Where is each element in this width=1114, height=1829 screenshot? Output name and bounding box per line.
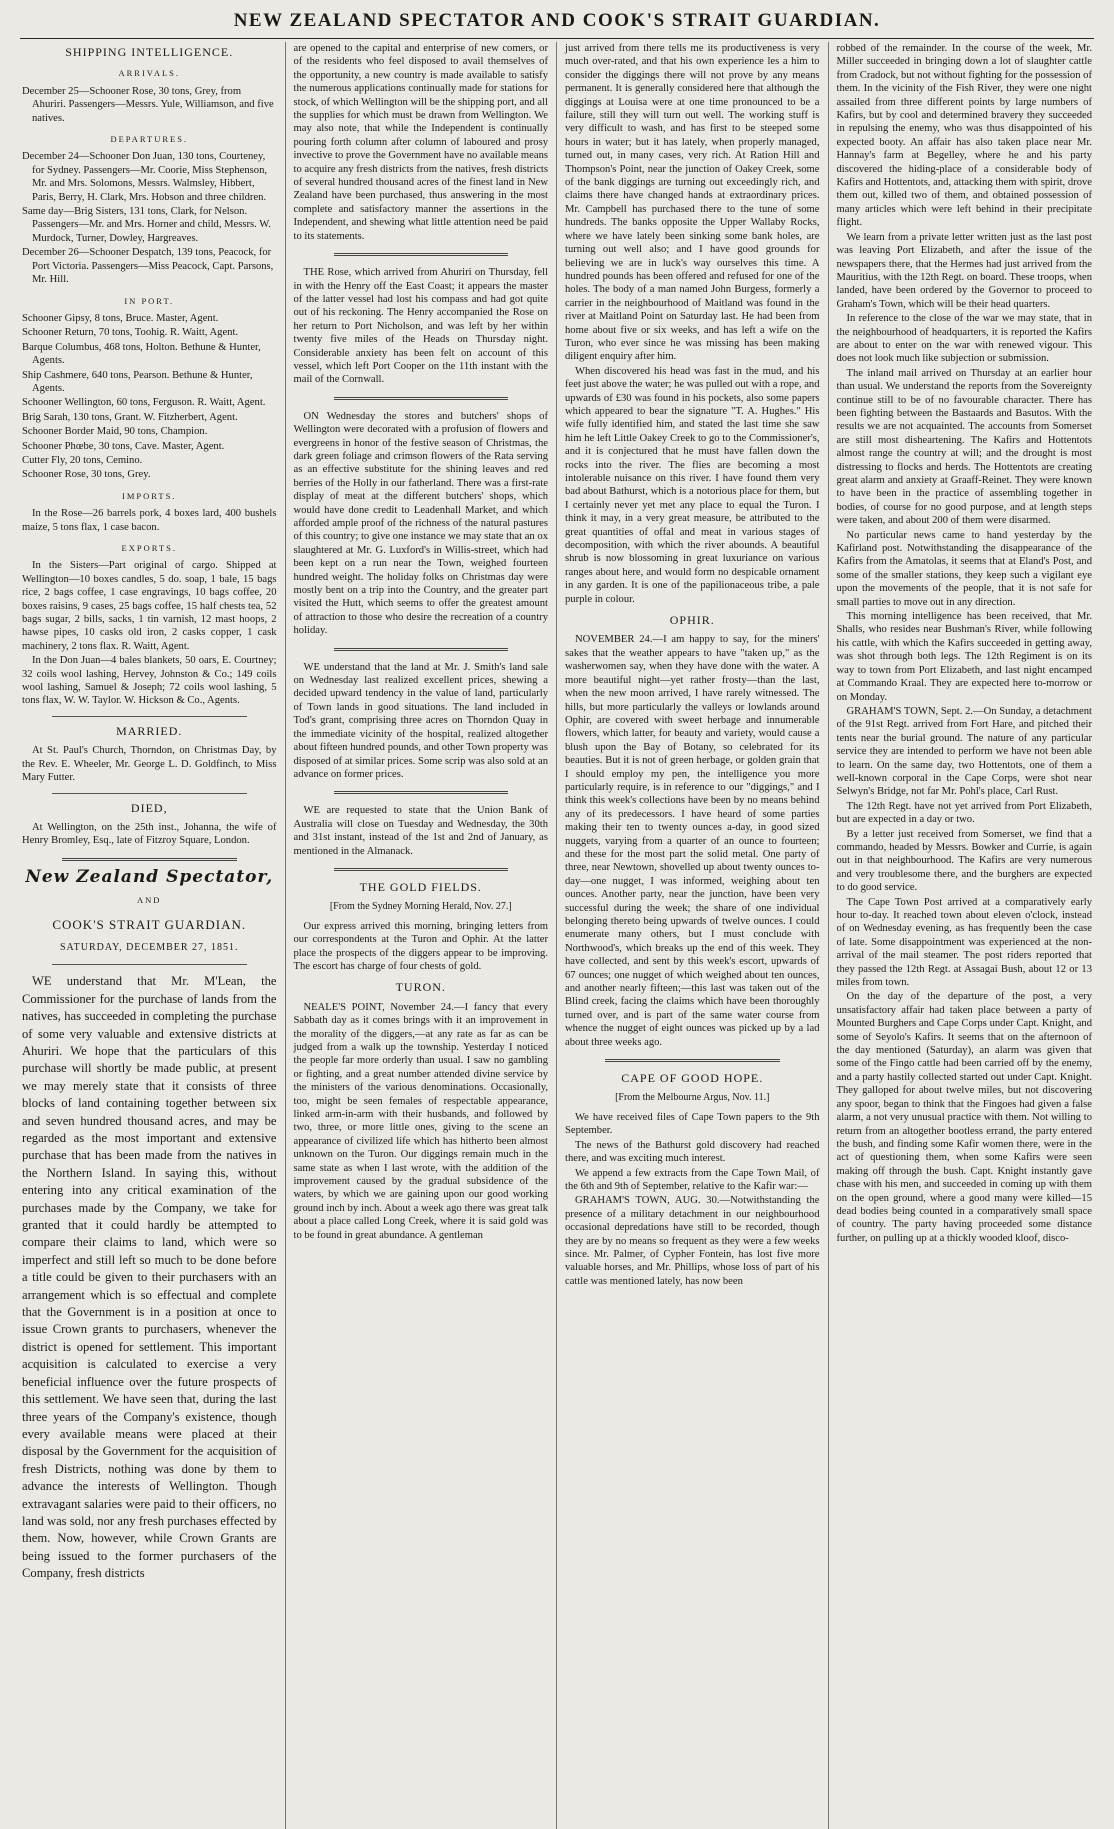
turon-heading: TURON. [395, 980, 446, 995]
column-2 [286, 42, 558, 1829]
issue-date: SATURDAY, DECEMBER 27, 1851. [59, 941, 239, 953]
article-text: By a letter just received from Somerset, we find that a commando, headed by Messrs. Bowker and Currie, is again out in that neighbourhood. The Kafirs are very numerous and very troublesome there, and the burghers are expected to do good service. [836, 828, 1092, 894]
married-text: At St. Paul's Church, Thorndon, on Christmas Day, by the Rev. E. Wheeler, Mr. George L. D. Goldfinch, to Miss Mary Futter. [22, 745, 277, 784]
nameplate-guardian: COOK'S STRAIT GUARDIAN. [52, 916, 247, 932]
exports-heading: EXPORTS. [121, 543, 177, 553]
article-text: ON Wednesday the stores and butchers' shops of Wellington were decorated with a profusion of flowers and evergreens in honor of the festive season of Christmas, the dark green foliage and crimson flowers of the Rata serving as an effective substitute for the shining leaves and red berries of the Holly in our fatherland. There was a first-rate display of meat at the different butchers' shops, which would have done credit to Leadenhall Market, and which afforded ample proof of the richness of the natural pastures of this country; to give one instance we may state that an ox slaughtered at Mr. G. Luxford's in Willis-street, which had been kept on a run near the Town, weighed fourteen hundred weight. The holiday folks on Christmas day were mostly bent on a trip into the Country, and the greater part visited the Hutt, which seems to offer the greatest amount of attraction to those who desire the recreation of a country holiday. [293, 410, 548, 637]
article-text: We have received files of Cape Town papers to the 9th September. [565, 1111, 820, 1137]
article-text: WE understand that the land at Mr. J. Smith's land sale on Wednesday last realized excellent prices, shewing a decided upward tendency in the value of land, particularly of Town lands in good situations. The land included in Tod's grant, comprising three acres on Thorndon Quay in the immediate vicinity of the hospital, realized altogether about fifteen hundred pounds, and other Town property was disposed of at similar prices. Some scrip was also sold at an advance on former prices. [293, 661, 548, 780]
nameplate-title: New Zealand Spectator, [25, 866, 274, 887]
gold-fields-heading: THE GOLD FIELDS. [359, 879, 482, 894]
in-port-entry: Brig Sarah, 130 tons, Grant. W. Fitzherbert, Agent. [22, 411, 238, 423]
in-port-entry: Schooner Rose, 30 tons, Grey. [22, 469, 151, 481]
divider [605, 1059, 780, 1062]
article-text: The 12th Regt. have not yet arrived from Port Elizabeth, but are expected in a day or two. [836, 800, 1092, 826]
article-text: robbed of the remainder. In the course of the week, Mr. Miller succeeded in bringing down a lot of slaughter cattle from Cradock, but not without fighting for the possession of them. In the vicinity of the Fish River, they were one night assailed from three different points by large numbers of Kafirs, but by cool and determined bravery they succeeded in repulsing the enemy, who was thus disappointed of his expected booty. An affair has also taken place near Mr. Hannay's farm at Begelley, where he and his party discovered the hiding-place of a considerable body of Kafirs and Hottentots, and, attacking them with spirit, drove them out, killed two of them, and obtained possession of many articles which were left behind in their precipitate flight. [836, 43, 1092, 229]
article-text: In reference to the close of the war we may state, that in the neighbourhood of headquarters, it is reported the Kafirs are about to enter on the war with renewed vigour. This does not look much like subjection or submission. [836, 313, 1092, 365]
in-port-heading: IN PORT. [124, 295, 175, 306]
article-text: GRAHAM'S TOWN, AUG. 30.—Notwithstanding the presence of a military detachment in our neighbourhood occasional depredations have still to be recorded, though they are by no means so frequent as they were a few weeks since. Mr. Palmer, of Cypher Fontein, has lost five more valuable horses, and Mr. Phillips, whose loss of part of his cattle was mentioned lately, has now been [565, 1195, 820, 1287]
paper-nameplate [22, 866, 277, 932]
article-text: The Cape Town Post arrived at a comparatively early hour to-day. It reached town about eleven o'clock, instead of on Wednesday evening, as has frequently been the case of late. Some disappointment was experienced at the non-arrival of the mail steamer. The post riders reported that they passed the 12th Regt. at Assagai Bush, about 12 or 13 miles from town. [836, 896, 1092, 989]
source-line: [From the Melbourne Argus, Nov. 11.] [615, 1092, 770, 1104]
cape-heading: CAPE OF GOOD HOPE. [621, 1071, 764, 1086]
nameplate-and: AND [137, 895, 162, 906]
shipping-heading: SHIPPING INTELLIGENCE. [65, 45, 234, 59]
article-text: NOVEMBER 24.—I am happy to say, for the miners' sakes that the weather appears to have "taken up," as the washerwomen say, when they have done with the water. A more beautiful night—yet rather frosty—than the last, when the new moon arrived, I have rarely witnessed. The hills, but more particularly the valleys or lowlands around Ophir, are covered with sweet herbage and innumerable flowers, which latter, for beauty and variety, would cause a blush upon the Bay of Botany, so celebrated for its beauties. But it is not of green herbage, or golden grain that I should employ my pen, the intelligence you more particularly require, is in reference to our "diggings," and I think this week's collections have been by no means behind any of its predecessors. I have heard of some parties making their ten to twenty ounces a-day, in good sized nuggets, varying from a quarter of an ounce to fourteen; and these for the most part the solid metal. One party of three, near Newtown, shovelled up about twenty ounces to-day—one nugget, I was informed, weighing about ten ounces. Another party, near the junction, have been very successful during the week; the share of one individual belonging thereto being upwards of twelve ounces. I could enumerate many others, but I must conclude with Northwood's, which breaks up the end of this week. They have collected, and sent by this week's escort, upwards of 67 ounces; one nugget of which weighed about ten ounces, and another nearly fifteen;—this last was taken out of the Blind creek, facing the claims which have been thoroughly turned over, and is part of the same water course from whence the nugget of eight ounces was picked up by a lad about three weeks ago. [565, 634, 820, 1048]
divider [62, 858, 237, 861]
in-port-entry: Barque Columbus, 468 tons, Holton. Bethune & Hunter, Agents. [22, 341, 261, 367]
in-port-entry: Schooner Wellington, 60 tons, Ferguson. R. Waitt, Agent. [22, 397, 266, 409]
divider [52, 964, 247, 965]
lead-article: WE understand that Mr. M'Lean, the Commissioner for the purchase of lands from the natives, has succeeded in completing the purchase of some very valuable and extensive districts at Ahuriri. We hope that the particulars of this purchase will shortly be made public, at present we may merely state that it consists of three blocks of land containing together between six and seven hundred thousand acres, and may be regarded as the most important and extensive purchase that has been made from the natives in the Northern Island. In saying this, without entering into any critical examination of the purchases made by the Company, we take for granted that it could hardly be attempted to compare their claims to land, which were so imperfect and still left so much to be done before a title could be given to their purchasers with an arrangement which is so effectual and complete that the Government is in a position at once to issue Crown grants to purchasers, whenever the district is opened for settlement. This important acquisition is calculated to exercise a very beneficial influence over the future prospects of this settlement. We have seen that, during the last three years of the Company's existence, though every available means were placed at their disposal by the Government for the acquisition of fresh Districts, nothing was done by them to advance the interests of Wellington. Though extravagant salaries were paid to their officers, no land was sold, nor any fresh purchases effected by them. Now, however, while Crown Grants are being issued to the former purchasers of the Company, fresh districts [22, 974, 277, 1581]
imports-heading: IMPORTS. [122, 490, 177, 501]
married-heading: MARRIED. [116, 723, 183, 738]
divider [334, 397, 509, 400]
article-text: just arrived from there tells me its productiveness is very much over-rated, and that his own experience les a him to consider the diggings there will not prove by any means permanent. It is generally considered here that although the diggings at Louisa were at one time pronounced to be a failure, still they will turn out well. The working stuff is very difficult to wash, and has first to be steeped some hours in water; but it has lately, when properly managed, turned out, in many cases, very rich. At Ration Hill and Thompson's Point, near the junction of Oakey Creek, some of the bank diggings are turning out exceedingly rich, and claims there have changed hands at extraordinary prices. Mr. Campbell has purchased there to the tune of some hundreds. The banks opposite the Upper Wallaby Rocks, where we have lately been sinking some bank holes, are turning out well also; and I have good grounds for believing we are in luck's way ourselves this time. A hundred pounds has been offered and refused for one of the holes. The body of a man named John Burgess, formerly a carrier in the neighbourhood of Maitland was found in the river at Maitland Point on Saturday last. He had been from home about five or six weeks, and has left a wife on the Turon, who ever since he was missing has been making diligent enquiry after him. [565, 43, 820, 363]
article-text: When discovered his head was fast in the mud, and his feet just above the water; he was pulled out with a rope, and upwards of £30 was found in his pockets, also some papers which appeared to bear the signature "T. A. Hughes." His wife fully identified him, and stated the last time she saw him he left Little Oakey Creek to go to the Commissioner's, and it is conjectured that he must have fallen down the rocks into the river. The flies are becoming a most intolerable nuisance on this river. I have found them very bad about Bathurst, which is a notorious place for them, but I certainly never yet met any place to equal the Turon. I think it may, in a very great measure, be attributed to the great quantities of offal and meat in various stages of decomposition, with which the river abounds. A beautiful shrub is now blossoming in great luxuriance on various ranges about here, and would form no despicable ornament in any garden. It is one of the papilionaceous tribe, a pale purple in colour. [565, 365, 820, 605]
article-text: No particular news came to hand yesterday by the Kafirland post. Notwithstanding the disappearance of the Kafirs from the Amatolas, it seems that at Eland's Post, and some of the smaller stations, they keep such a vigilant eye upon the movements of the people, that it is not safe for small parties to move out in any direction. [836, 529, 1092, 608]
source-line: [From the Sydney Morning Herald, Nov. 27.] [329, 901, 512, 913]
article-text: are opened to the capital and enterprise of new comers, or of the residents who feel disposed to avail themselves of the opportunity, a new country is made available to satisfy the numerous applications continually made for stations for stock, of which Wellington will be the shipping port, and all the supplies for which must be drawn from Wellington. We may also note, that while the Independent is continually pouring forth column after column of laboured and prosy invective to prove the Government have no available means to acquire any fresh districts from the natives, fresh districts of several hundred thousand acres of the finest land in New Zealand have been purchased, thus answering in the most complete and satisfactory manner the assertions in the Independent, and shewing what little attention need be paid to its statements. [293, 43, 548, 242]
departures-heading: DEPARTURES. [110, 134, 189, 145]
in-port-entry: Schooner Phœbe, 30 tons, Cave. Master, Agent. [22, 440, 225, 452]
divider [334, 648, 509, 651]
article-text: NEALE'S POINT, November 24.—I fancy that every Sabbath day as it comes brings with it an improvement in the morality of the diggers,—at any rate as far as can be judged from a walk up the township. Yesterday I noticed the people far more orderly than usual. I saw no gambling or fighting, and a great number attended divine service by the ministers of the various denominations. Occasionally, too, might be seen females of respectable appearance, linked arm-in-arm with their husbands, and followed by two, three, or more little ones, giving to the scene an appearance of civilized life which has hitherto been almost unknown on the Turon. Our diggings remain much in the same state as when I last wrote, with the addition of the improvement caused by the gradual subsidence of the waters, by which we are gaining upon our good working ground inch by inch. About a week ago there was great talk about a place called Long Creek, where it is said gold was to be found in great abundance. A gentleman [293, 1001, 548, 1241]
arrivals-heading: ARRIVALS. [118, 68, 181, 79]
died-heading: DIED, [130, 800, 168, 815]
departure-entry: Same day—Brig Sisters, 131 tons, Clark, for Nelson. Passengers—Mr. and Mrs. Horner and child, Messrs. W. Murdock, Turner, Dowley, Hargreaves. [22, 206, 271, 244]
column-1 [14, 42, 286, 1829]
in-port-entry: Schooner Border Maid, 90 tons, Champion. [22, 426, 208, 438]
departure-entry: December 24—Schooner Don Juan, 130 tons, Courteney, for Sydney. Passengers—Mr. Coorie, Miss Stephenson, Mr. and Mrs. Solomons, Messrs. Walmsley, Hibbert, Paris, Berry, H. Clark, Mrs. Hobson and three children. [22, 151, 268, 203]
article-text: The inland mail arrived on Thursday at an earlier hour than usual. We understand the reports from the Sovereignty continue still to be of no favourable character. There has been fighting between the Bastaards and Basutos. With the results we are not acquainted. The accounts from Somerset are still most disheartening. The Kafirs and Hottentots almost range the country at will; and the drought is most distressing to flocks and herds. The Hottentots are creating great alarm and anxiety at Graaff-Reinet. They were known to have been in the practice of assembling together in bodies, of course for no good purpose, and at length steps were taken, and about 200 of them were disarmed. [836, 367, 1092, 527]
departure-entry: December 26—Schooner Despatch, 139 tons, Peacock, for Port Victoria. Passengers—Miss Peacock, Capt. Parsons, Mr. Hill. [22, 247, 274, 286]
article-text: GRAHAM'S TOWN, Sept. 2.—On Sunday, a detachment of the 91st Regt. arrived from Fort Hare, and pitched their tents near the burial ground. The nature of any particular service they are intended to perform we have not been able to learn. On the same day, two Hottentots, one of them a well-known corporal in the Cape Corps, were shot near Selwyn's Bridge, not far Mr. Pohl's place, Carl Rust. [836, 705, 1092, 798]
died-text: At Wellington, on the 25th inst., Johanna, the wife of Henry Bromley, Esq., late of Fitzroy Square, London. [22, 821, 277, 847]
ophir-heading: OPHIR. [669, 613, 715, 628]
article-text: THE Rose, which arrived from Ahuriri on Thursday, fell in with the Henry off the East Coast; it appears the master of the latter vessel had lost his compass and had got quite out of his reckoning. The Henry accompanied the Rose on her return to Port Nicholson, and was left by her within twenty five miles of the Heads on Thursday night. Considerable anxiety has been felt on account of this vessel, which left Port Cooper on the 11th instant with the mail of the Cornwall. [293, 267, 548, 386]
article-text: Our express arrived this morning, bringing letters from our correspondents at the Turon and Ophir. At the latter place the prospects of the diggers appear to be improving. The escort has charge of four chests of gold. [293, 920, 548, 972]
in-port-entry: Cutter Fly, 20 tons, Cemino. [22, 454, 143, 466]
article-text: On the day of the departure of the post, a very unsatisfactory affair had taken place between a party of Mounted Burghers and Cape Corps under Capt. Knight, and some of Seyolo's Kafirs. It seems that on the afternoon of the day mentioned (Saturday), an alarm was given that some of the Fingo cattle had been carried off by the enemy, and a party hastily collected started out under Capt. Knight. They galloped for about twelve miles, but not discovering any spoor, began to think that the Fingoes had given a false alarm, a not very unusual practice with them. Not willing to return from an altogether bootless errand, the party entered the bush, and finding some Kafir women there, were in the act of questioning them, when some Kafirs were seen making off through the bush. Capt. Knight instantly gave chase with his men, and succeeded in coming up with them on the open ground, where a good many were killed—15 dead bodies being counted in a comparatively small space of country. The party having proceeded some distance further, on pulling up at a thickly wooded kloof, disco- [836, 991, 1092, 1244]
divider [334, 868, 509, 871]
column-4 [829, 42, 1101, 1829]
divider [334, 253, 509, 256]
exports-text: In the Don Juan—4 bales blankets, 50 oars, E. Courtney; 32 coils wool lashing, Hervey, Johnston & Co.; 149 coils wool lashing, Samuel & Joseph; 72 coils wool lashing, 5 tons flax, W. W. Taylor. W. Hickson & Co., Agents. [22, 655, 277, 707]
arrival-entry: December 25—Schooner Rose, 30 tons, Grey, from Ahuriri. Passengers—Messrs. Yule, Williamson, and five natives. [22, 85, 274, 124]
columns [14, 42, 1100, 1829]
article-text: We learn from a private letter written just as the last post was leaving Port Elizabeth, and after the issue of the newspapers there, that the Hermes had just arrived from the Mauritius, with the 12th Regt. on board. These troops, when landed, have been ordered by the Governor to proceed to Graham's Town, which will be their head quarters. [836, 231, 1092, 310]
article-text: WE are requested to state that the Union Bank of Australia will close on Tuesday and Wednesday, the 30th and 31st instant, instead of the 1st and 2nd of January, as mentioned in the Almanack. [293, 805, 548, 857]
divider [52, 716, 247, 717]
imports-text: In the Rose—26 barrels pork, 4 boxes lard, 400 bushels maize, 5 tons flax, 1 case bacon. [22, 508, 277, 533]
column-3 [557, 42, 829, 1829]
masthead: NEW ZEALAND SPECTATOR AND COOK'S STRAIT GUARDIAN. [20, 4, 1094, 39]
in-port-entry: Ship Cashmere, 640 tons, Pearson. Bethune & Hunter, Agents. [22, 369, 253, 394]
article-text: This morning intelligence has been received, that Mr. Shalls, who resides near Bushman's River, while following his cattle, with which the Kafirs succeeded in getting away, was shot through both legs. The 12th Regiment is on its way to town from Port Elizabeth, and last night encamped at Commando Kraal. They are expected here to-morrow or on Monday. [836, 611, 1092, 703]
divider [52, 793, 247, 794]
exports-text: In the Sisters—Part original of cargo. Shipped at Wellington—10 boxes candles, 5 do. soap, 1 bale, 15 bags rice, 2 bags coffee, 1 case engravings, 10 bags coffee, 20 boxes raisins, 9 cases, 25 bags coffee, 15 half chests tea, 52 bags sugar, 2 bills, sacks, 1 tin varnish, 12 mast hoops, 2 hawse pipes, 10 casks old iron, 2 casks copper, 1 cask machinery, 2 tons flax. R. Waitt, Agent. [22, 560, 277, 652]
article-text: The news of the Bathurst gold discovery had reached there, and was exciting much interest. [565, 1139, 820, 1165]
divider [334, 791, 509, 794]
in-port-entry: Schooner Return, 70 tons, Toohig. R. Waitt, Agent. [22, 327, 239, 339]
in-port-entry: Schooner Gipsy, 8 tons, Bruce. Master, Agent. [22, 312, 219, 324]
article-text: We append a few extracts from the Cape Town Mail, of the 6th and 9th of September, relative to the Kafir war:— [565, 1167, 820, 1192]
